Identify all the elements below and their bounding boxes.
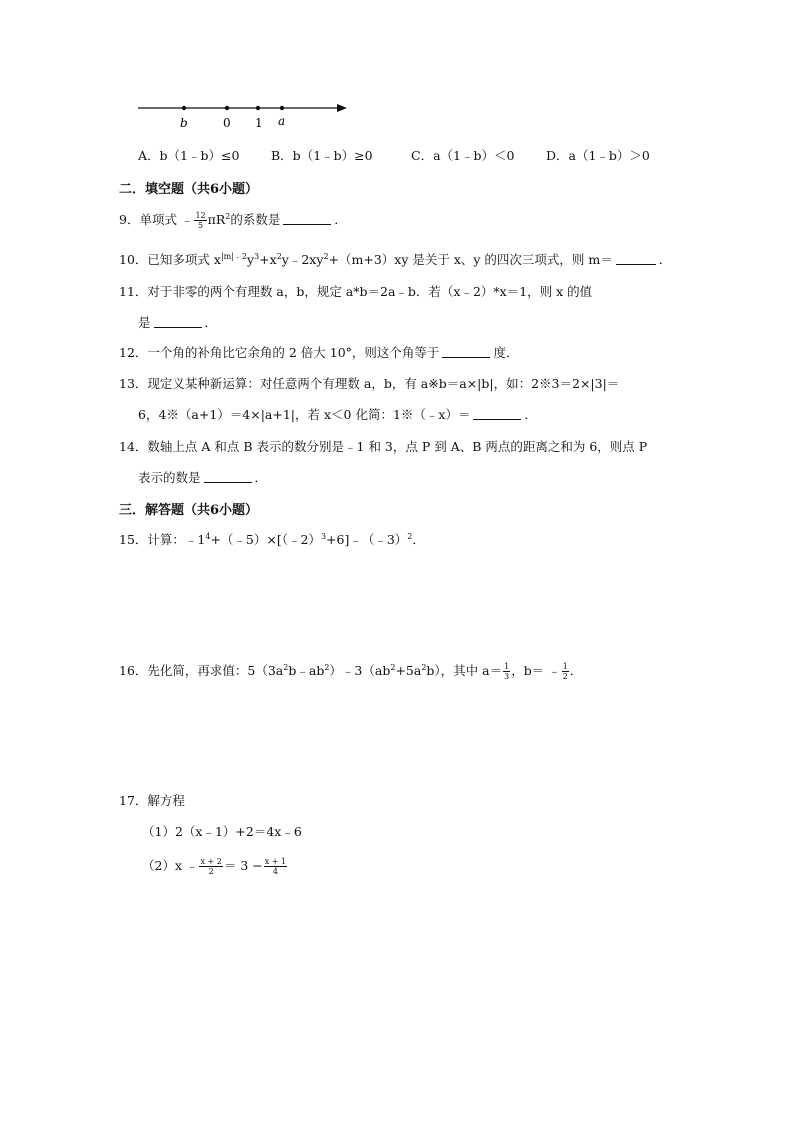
q10-exp1: |m|﹣2 [220,252,248,261]
q15-end: ． [412,532,425,547]
q12-answer-blank[interactable] [442,345,490,358]
q17-den2: 4 [272,867,278,876]
q16-a-den: 3 [504,672,510,681]
q17-eq2-mid: ＝ 3 − [223,858,263,873]
q15-exp1: 4 [205,532,211,541]
q8-option-c: C．a（1﹣b）＜0 [411,148,515,163]
question-11-line1: 11．对于非零的两个有理数 a，b，规定 a*b＝2a﹣b．若（x﹣2）*x＝1，则 x 的值 [119,284,593,299]
q8-option-a: A．b（1﹣b）≤0 [138,148,240,163]
q17-num1: x + 2 [200,857,222,866]
q17-fraction-2 [264,857,287,876]
number-line-figure [130,98,360,132]
q16-e4: 2 [421,663,427,672]
q10-t1: y [247,252,255,267]
point-b [182,106,186,110]
point-one [256,106,260,110]
q13-answer-blank[interactable] [473,407,521,420]
q16-t4: b），其中 a＝ [426,663,503,678]
section-3-title: 三．解答题（共6小题） [119,503,259,518]
question-12 [119,343,518,361]
q16-end: ． [569,663,583,678]
q17-num2: x + 1 [264,857,287,866]
q16-b-fraction [562,662,569,681]
q9-pre: 9．单项式 ﹣ [119,212,194,227]
q10-answer-blank[interactable] [616,252,656,265]
question-15 [119,530,425,548]
q16-pre: 16．先化简，再求值：5（3a [119,663,284,678]
q16-b-den: 2 [562,672,568,681]
question-16 [119,661,582,681]
q16-a-fraction [503,662,510,681]
q9-num: 12 [195,211,206,220]
q17-den1: 2 [208,867,214,876]
q9-fraction [194,211,206,230]
section-2-title: 二．填空题（共6小题） [119,182,259,197]
question-10 [119,250,671,268]
q10-pre: 10．已知多项式 x [119,252,221,267]
q16-t5: ，b＝ ﹣ [511,663,561,678]
q14-end: ． [254,470,268,485]
q14-answer-blank[interactable] [204,470,252,483]
question-17-eq2 [142,856,288,876]
q10-t4: +（m+3）xy 是关于 x、y 的四次三项式，则 m＝ [328,252,613,267]
q16-e2: 2 [324,663,330,672]
q15-mid2: +6]﹣（﹣3） [326,532,408,547]
q16-a-num: 1 [504,662,510,671]
q8-option-d: D．a（1﹣b）＞0 [546,148,650,163]
q9-answer-blank[interactable] [283,212,331,225]
q15-exp2: 3 [320,532,327,541]
q9-end: ． [334,212,347,227]
q8-option-b: B．b（1﹣b）≥0 [271,148,373,163]
question-11-line2 [138,313,217,331]
q11-end: ． [204,315,218,330]
number-line-arrow [337,104,347,112]
q16-t1: b﹣ab [288,663,325,678]
question-17-title: 17．解方程 [119,793,185,808]
q12-end: 度． [493,345,519,360]
q14-line2-text: 表示的数是 [138,470,201,485]
q13-line2-text: 6，4※（a+1）＝4×|a+1|，若 x＜0 化简：1※（﹣x）＝ [138,407,471,422]
q10-t2: +x [259,252,277,267]
q9-den: 5 [197,221,204,230]
q10-exp2: 3 [254,252,260,261]
question-13-line1: 13．现定义某种新运算：对任意两个有理数 a，b，有 a※b＝a×|b|，如：2※3＝2×|3|＝ [119,376,620,391]
q11-line2-text: 是 [138,315,151,330]
q17-fraction-1 [199,857,222,876]
q16-t2: ）﹣3（ab [329,663,391,678]
q13-end: ． [524,407,537,422]
q16-b-num: 1 [562,662,568,671]
label-a: a [278,114,286,128]
q17-eq2-pre: （2）x ﹣ [142,858,199,873]
label-b: b [180,116,188,130]
q16-e1: 2 [283,663,289,672]
q15-pre: 15．计算：﹣1 [119,532,206,547]
point-zero [225,106,229,110]
q11-answer-blank[interactable] [154,315,202,328]
point-a [280,106,284,110]
question-9 [119,210,347,230]
q10-exp4: 2 [323,252,329,261]
q9-mid: πR [207,212,226,227]
q16-t3: +5a [395,663,422,678]
q15-exp3: 2 [407,532,413,541]
q16-e3: 2 [390,663,396,672]
q9-exp: 2 [225,212,231,221]
label-zero: 0 [223,116,231,130]
q9-post: 的系数是 [230,212,281,227]
question-14-line2 [138,468,267,486]
question-14-line1: 14．数轴上点 A 和点 B 表示的数分别是﹣1 和 3，点 P 到 A、B 两点的距离之和为 6，则点 P [119,439,648,454]
q12-pre: 12．一个角的补角比它余角的 2 倍大 10°，则这个角等于 [119,345,440,360]
q10-t3: y﹣2xy [281,252,324,267]
q10-end: ． [658,252,672,267]
q10-exp3: 2 [276,252,282,261]
q15-mid: +（﹣5）×[（﹣2） [210,532,321,547]
question-13-line2 [138,405,537,423]
label-one: 1 [255,116,263,130]
question-17-eq1: （1）2（x﹣1）+2＝4x﹣6 [142,824,302,839]
